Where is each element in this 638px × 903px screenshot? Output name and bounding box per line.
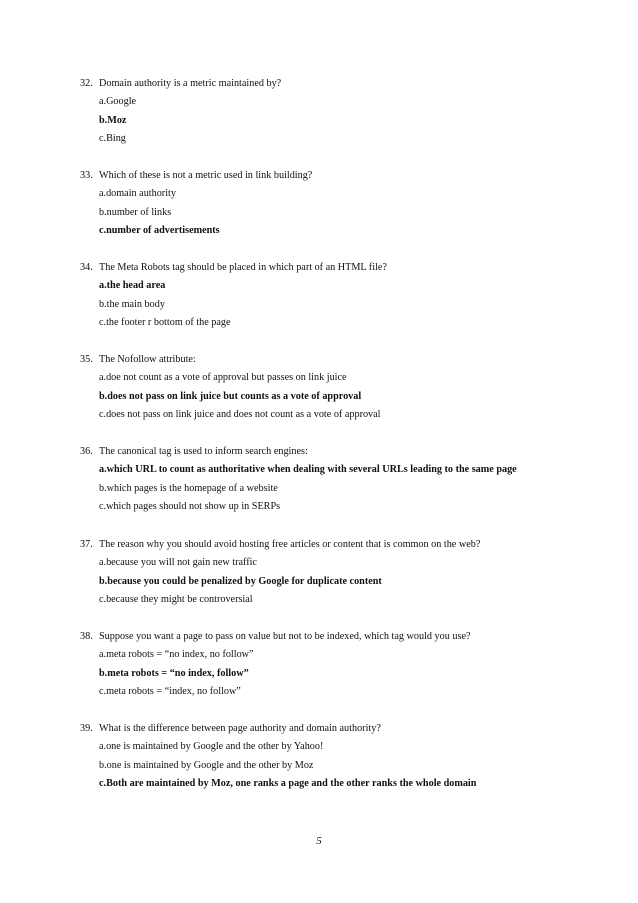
question-32 <box>80 77 560 145</box>
answer-option-b: b.which pages is the homepage of a website <box>99 482 278 494</box>
answer-option-c: c.Bing <box>99 132 126 144</box>
answer-option-c: c.the footer r bottom of the page <box>99 316 231 328</box>
question-text: Suppose you want a page to pass on value but not to be indexed, which tag would you use? <box>99 631 471 642</box>
question-text: Domain authority is a metric maintained by? <box>99 78 282 89</box>
answer-option-b: b.number of links <box>99 206 172 218</box>
answer-option-a-correct: a.which URL to count as authoritative when dealing with several URLs leading to the same page <box>99 464 517 476</box>
answer-option-a: a.one is maintained by Google and the other by Yahoo! <box>99 741 324 753</box>
answer-option-c-correct: c.number of advertisements <box>99 224 220 236</box>
question-37 <box>80 538 560 606</box>
answer-option-c: c.meta robots = “index, no follow” <box>99 685 241 697</box>
question-text: The canonical tag is used to inform search engines: <box>99 446 308 457</box>
question-number: 34. <box>80 262 93 273</box>
question-35 <box>80 353 560 421</box>
answer-option-c: c.which pages should not show up in SERPs <box>99 500 281 512</box>
question-stem <box>80 77 560 90</box>
question-stem <box>80 722 560 735</box>
answer-option-a: a.meta robots = “no index, no follow” <box>99 649 254 661</box>
answer-option-b-correct: b.because you could be penalized by Google for duplicate content <box>99 575 382 587</box>
answer-option-a: a.domain authority <box>99 188 176 200</box>
question-number: 37. <box>80 539 93 550</box>
answer-option-c-correct: c.Both are maintained by Moz, one ranks a page and the other ranks the whole domain <box>99 777 477 789</box>
question-39 <box>80 722 560 790</box>
answer-option-b: b.the main body <box>99 298 165 310</box>
answer-option-b-correct: b.Moz <box>99 114 127 126</box>
answer-option-b: b.one is maintained by Google and the other by Moz <box>99 759 314 771</box>
question-text: What is the difference between page authority and domain authority? <box>99 723 381 734</box>
answer-option-a: a.Google <box>99 96 137 108</box>
answer-option-c: c.because they might be controversial <box>99 593 253 605</box>
answer-option-b-correct: b.does not pass on link juice but counts as a vote of approval <box>99 390 362 402</box>
question-38 <box>80 630 560 698</box>
question-stem <box>80 169 560 182</box>
question-36 <box>80 445 560 513</box>
question-stem <box>80 261 560 274</box>
answer-option-c: c.does not pass on link juice and does not count as a vote of approval <box>99 408 381 420</box>
question-text: The reason why you should avoid hosting free articles or content that is common on the web? <box>99 539 481 550</box>
question-number: 32. <box>80 78 93 89</box>
question-number: 39. <box>80 723 93 734</box>
answer-option-a: a.because you will not gain new traffic <box>99 557 257 569</box>
question-number: 38. <box>80 631 93 642</box>
question-stem <box>80 538 560 551</box>
question-stem <box>80 445 560 458</box>
question-stem <box>80 630 560 643</box>
question-number: 35. <box>80 354 93 365</box>
answer-option-a: a.doe not count as a vote of approval but passes on link juice <box>99 372 347 384</box>
question-33 <box>80 169 560 237</box>
question-text: The Meta Robots tag should be placed in which part of an HTML file? <box>99 262 387 273</box>
answer-option-a-correct: a.the head area <box>99 280 166 292</box>
question-number: 36. <box>80 446 93 457</box>
question-number: 33. <box>80 170 93 181</box>
page-number: 5 <box>316 835 322 847</box>
answer-option-b-correct: b.meta robots = “no index, follow” <box>99 667 249 679</box>
question-text: The Nofollow attribute: <box>99 354 196 365</box>
question-34 <box>80 261 560 329</box>
question-stem <box>80 353 560 366</box>
question-text: Which of these is not a metric used in link building? <box>99 170 313 181</box>
